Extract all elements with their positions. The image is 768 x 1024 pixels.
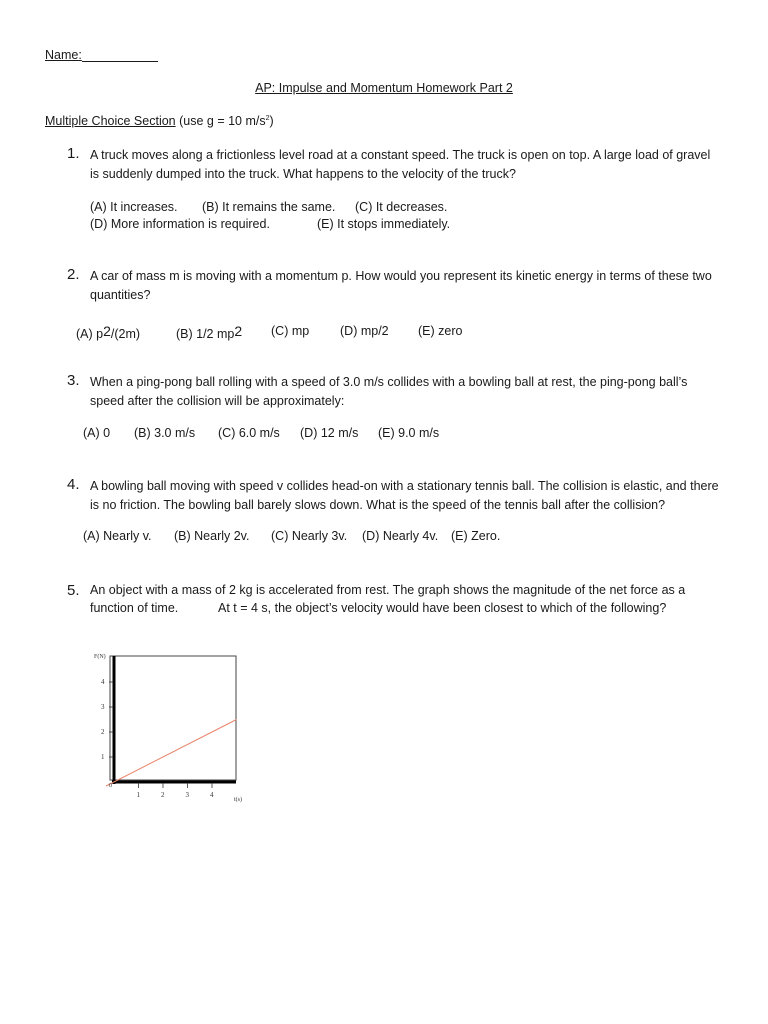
page-title: AP: Impulse and Momentum Homework Part 2	[255, 81, 513, 95]
question-3-choice-d[interactable]: (D) 12 m/s	[300, 426, 359, 440]
section-note: (use g = 10 $m/s^2$)	[179, 114, 274, 128]
question-4-choice-b[interactable]: (B) Nearly 2v.	[174, 529, 250, 543]
section-label: Multiple Choice Section	[45, 114, 176, 128]
question-2-choice-d[interactable]: (D) mp/2	[340, 324, 389, 338]
name-blank	[82, 49, 158, 62]
question-1-choice-d[interactable]: (D) More information is required.	[90, 217, 270, 231]
question-4-choice-a[interactable]: (A) Nearly v.	[83, 529, 152, 543]
section-heading	[45, 114, 274, 128]
question-3-choice-c[interactable]: (C) 6.0 m/s	[218, 426, 280, 440]
y-axis-label: F(N)	[94, 654, 106, 660]
chart-frame	[110, 656, 236, 780]
question-1-choice-e[interactable]: (E) It stops immediately.	[317, 217, 451, 231]
question-4-number: 4.	[67, 476, 80, 493]
question-4-stem: A bowling ball moving with speed v collides head-on with a stationary tennis ball. The collision is elastic, and there is no friction. The bowling ball barely slows down. What is the speed of the tennis ball after the collision?	[90, 479, 719, 512]
question-5-stem-line-1: An object with a mass of 2 kg is accelerated from rest. The graph shows the magnitude of the net force as a	[90, 583, 686, 597]
question-1-choice-a[interactable]: (A) It increases.	[90, 200, 178, 214]
x-axis-label: t(s)	[234, 797, 242, 803]
question-5-stem-line-2a: function of time.	[90, 601, 179, 615]
question-2-choice-a[interactable]: (A) p2/(2m)	[76, 323, 141, 341]
y-tick-label: 2	[101, 728, 105, 736]
x-tick-label: 2	[161, 791, 165, 799]
question-5-stem-line-2b: At t = 4 s, the object’s velocity would have been closest to which of the following?	[218, 601, 667, 615]
question-2-stem: A car of mass m is moving with a momentum p. How would you represent its kinetic energy in terms of these two quantities?	[90, 269, 712, 302]
question-1-choice-c[interactable]: (C) It decreases.	[355, 200, 448, 214]
question-1-number: 1.	[67, 145, 80, 162]
y-tick-label: 3	[101, 703, 105, 711]
question-4-choice-e[interactable]: (E) Zero.	[451, 529, 501, 543]
name-field	[45, 48, 158, 62]
question-3-choice-b[interactable]: (B) 3.0 m/s	[134, 426, 196, 440]
question-4-choice-c[interactable]: (C) Nearly 3v.	[271, 529, 348, 543]
y-tick-label: 1	[101, 753, 105, 761]
y-tick-label: 4	[101, 678, 105, 686]
question-4-choice-d[interactable]: (D) Nearly 4v.	[362, 529, 439, 543]
question-2-choice-c[interactable]: (C) mp	[271, 324, 310, 338]
question-2-number: 2.	[67, 266, 80, 283]
question-3-choice-e[interactable]: (E) 9.0 m/s	[378, 426, 440, 440]
question-1-choice-b[interactable]: (B) It remains the same.	[202, 200, 336, 214]
x-tick-label: 1	[136, 791, 140, 799]
x-tick-label: 4	[210, 791, 214, 799]
question-2-choice-e[interactable]: (E) zero	[418, 324, 463, 338]
question-1-stem: A truck moves along a frictionless level road at a constant speed. The truck is open on top. A large load of gravel is suddenly dumped into the truck. What happens to the velocity of the truck?	[90, 148, 711, 181]
force-time-chart	[92, 648, 272, 820]
question-5-number: 5.	[67, 582, 80, 599]
question-3-stem: When a ping-pong ball rolling with a speed of 3.0 m/s collides with a bowling ball at rest, the ping-pong ball’s speed after the collision will be approximately:	[90, 375, 688, 408]
question-2-choice-b[interactable]: (B) 1/2 mp2	[176, 323, 243, 341]
force-series-line	[106, 720, 237, 787]
x-tick-label: 3	[185, 791, 189, 799]
name-label: Name:	[45, 48, 82, 62]
question-3-choice-a[interactable]: (A) 0	[83, 426, 111, 440]
question-3-number: 3.	[67, 372, 80, 389]
origin-label: 0	[109, 783, 112, 789]
